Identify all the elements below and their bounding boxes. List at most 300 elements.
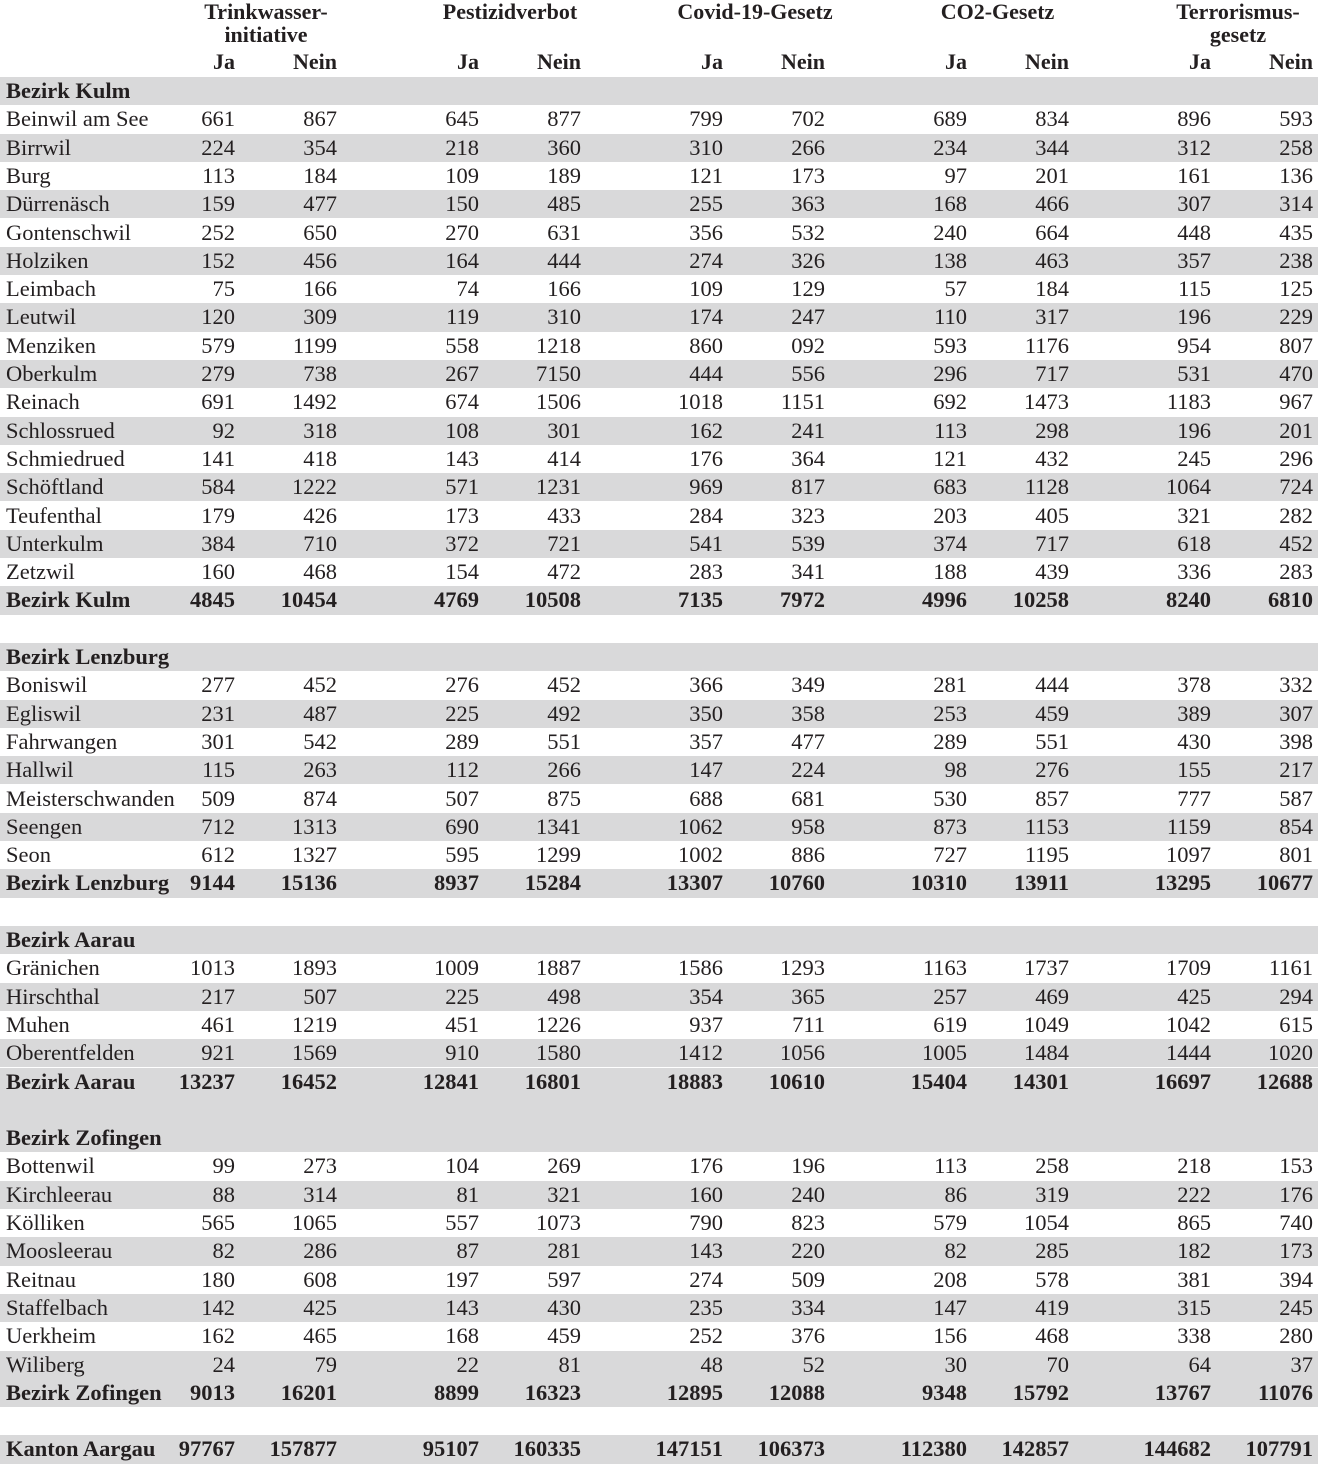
value-cell: 378 bbox=[1177, 672, 1211, 698]
row-label: Beinwil am See bbox=[6, 106, 149, 132]
value-cell: 1176 bbox=[1024, 332, 1069, 358]
row-label: Moosleerau bbox=[6, 1238, 113, 1264]
table-row bbox=[0, 105, 1318, 133]
value-cell: 877 bbox=[547, 106, 581, 132]
value-cell: 115 bbox=[202, 757, 235, 783]
value-cell: 1161 bbox=[1268, 955, 1313, 981]
value-cell: 283 bbox=[689, 559, 723, 585]
value-cell: 1569 bbox=[292, 1040, 337, 1066]
value-cell: 120 bbox=[201, 304, 235, 330]
value-cell: 344 bbox=[1035, 134, 1069, 160]
value-cell: 283 bbox=[1279, 559, 1313, 585]
value-cell: 10508 bbox=[524, 587, 581, 613]
value-cell: 338 bbox=[1177, 1323, 1211, 1349]
row-label: Muhen bbox=[6, 1011, 70, 1037]
column-title-terrorismusgesetz bbox=[1158, 0, 1318, 46]
value-cell: 13911 bbox=[1013, 870, 1069, 896]
value-cell: 81 bbox=[558, 1351, 581, 1377]
table-row bbox=[0, 134, 1318, 162]
value-cell: 277 bbox=[201, 672, 235, 698]
value-cell: 110 bbox=[934, 304, 967, 330]
value-cell: 15284 bbox=[524, 870, 581, 896]
column-title-covid19-gesetz: Covid-19-Gesetz bbox=[677, 0, 833, 24]
table-row bbox=[0, 954, 1318, 982]
table-row bbox=[0, 983, 1318, 1011]
value-cell: 310 bbox=[689, 134, 723, 160]
row-label: Unterkulm bbox=[6, 530, 104, 556]
value-cell: 142 bbox=[201, 1294, 235, 1320]
value-cell: 142857 bbox=[1001, 1436, 1069, 1462]
value-cell: 196 bbox=[791, 1153, 825, 1179]
row-label: Staffelbach bbox=[6, 1294, 109, 1320]
value-cell: 143 bbox=[689, 1238, 723, 1264]
value-cell: 143 bbox=[445, 445, 479, 471]
value-cell: 280 bbox=[1279, 1323, 1313, 1349]
value-cell: 154 bbox=[445, 559, 479, 585]
table-row bbox=[0, 502, 1318, 530]
value-cell: 372 bbox=[445, 530, 479, 556]
value-cell: 721 bbox=[547, 530, 581, 556]
value-cell: 4996 bbox=[922, 587, 967, 613]
value-cell: 143 bbox=[445, 1294, 479, 1320]
value-cell: 218 bbox=[1177, 1153, 1211, 1179]
table-row bbox=[0, 247, 1318, 275]
row-label: Bezirk Kulm bbox=[6, 587, 131, 613]
value-cell: 240 bbox=[791, 1181, 825, 1207]
value-cell: 1097 bbox=[1166, 842, 1211, 868]
value-cell: 270 bbox=[445, 219, 479, 245]
value-cell: 414 bbox=[547, 445, 581, 471]
value-cell: 645 bbox=[445, 106, 479, 132]
value-cell: 790 bbox=[689, 1210, 723, 1235]
value-cell: 164 bbox=[445, 247, 479, 273]
row-label: Schöftland bbox=[6, 474, 104, 500]
value-cell: 356 bbox=[689, 219, 723, 245]
value-cell: 13295 bbox=[1154, 870, 1211, 896]
row-label: Menziken bbox=[6, 332, 96, 358]
value-cell: 224 bbox=[791, 757, 825, 783]
district-total-row bbox=[0, 1379, 1318, 1407]
value-cell: 692 bbox=[933, 389, 967, 415]
value-cell: 1231 bbox=[536, 474, 581, 500]
value-cell: 691 bbox=[201, 389, 235, 415]
value-cell: 1222 bbox=[292, 474, 337, 500]
value-cell: 571 bbox=[445, 474, 479, 500]
value-cell: 807 bbox=[1279, 332, 1313, 358]
subheader-ja: Ja bbox=[945, 49, 967, 74]
value-cell: 16323 bbox=[524, 1379, 581, 1405]
value-cell: 153 bbox=[1279, 1153, 1313, 1179]
value-cell: 1153 bbox=[1024, 813, 1069, 839]
value-cell: 255 bbox=[689, 191, 723, 217]
value-cell: 7972 bbox=[780, 587, 825, 613]
value-cell: 99 bbox=[212, 1153, 235, 1179]
value-cell: 681 bbox=[791, 785, 825, 811]
value-cell: 1064 bbox=[1166, 474, 1211, 500]
column-title-line: Terrorismus- bbox=[1176, 0, 1300, 24]
value-cell: 231 bbox=[201, 700, 235, 726]
table-row bbox=[0, 219, 1318, 247]
table-row bbox=[0, 445, 1318, 473]
value-cell: 509 bbox=[201, 785, 235, 811]
value-cell: 451 bbox=[445, 1011, 479, 1037]
value-cell: 092 bbox=[791, 332, 825, 358]
value-cell: 319 bbox=[1035, 1181, 1069, 1207]
value-cell: 298 bbox=[1035, 417, 1069, 443]
value-cell: 688 bbox=[689, 785, 723, 811]
value-cell: 179 bbox=[201, 502, 235, 528]
table-row bbox=[0, 360, 1318, 388]
value-cell: 37 bbox=[1290, 1351, 1313, 1377]
value-cell: 1195 bbox=[1024, 842, 1069, 868]
value-cell: 349 bbox=[791, 672, 825, 698]
row-label: Zetzwil bbox=[6, 559, 75, 585]
value-cell: 4845 bbox=[190, 587, 235, 613]
table-row bbox=[0, 388, 1318, 416]
value-cell: 777 bbox=[1177, 785, 1211, 811]
value-cell: 48 bbox=[700, 1351, 723, 1377]
value-cell: 618 bbox=[1177, 530, 1211, 556]
value-cell: 374 bbox=[933, 530, 967, 556]
value-cell: 661 bbox=[201, 106, 235, 132]
value-cell: 578 bbox=[1035, 1266, 1069, 1292]
value-cell: 326 bbox=[791, 247, 825, 273]
value-cell: 312 bbox=[1177, 134, 1211, 160]
value-cell: 225 bbox=[445, 983, 479, 1009]
value-cell: 967 bbox=[1279, 389, 1313, 415]
value-cell: 52 bbox=[802, 1351, 825, 1377]
value-cell: 711 bbox=[792, 1011, 825, 1037]
value-cell: 12895 bbox=[666, 1379, 723, 1405]
subheader-ja: Ja bbox=[701, 49, 723, 74]
column-title-trinkwasserinitiative bbox=[186, 0, 346, 46]
value-cell: 350 bbox=[689, 700, 723, 726]
value-cell: 531 bbox=[1177, 361, 1211, 386]
table-row bbox=[0, 1039, 1318, 1067]
value-cell: 1484 bbox=[1024, 1040, 1069, 1066]
value-cell: 717 bbox=[1035, 530, 1069, 556]
row-label: Uerkheim bbox=[6, 1323, 96, 1349]
value-cell: 875 bbox=[547, 785, 581, 811]
table-row bbox=[0, 332, 1318, 360]
table-row bbox=[0, 275, 1318, 303]
district-total-row bbox=[0, 869, 1318, 897]
value-cell: 1042 bbox=[1166, 1011, 1211, 1037]
value-cell: 112380 bbox=[900, 1436, 967, 1462]
row-label: Schmiedrued bbox=[6, 445, 125, 471]
value-cell: 357 bbox=[689, 728, 723, 754]
value-cell: 168 bbox=[933, 191, 967, 217]
value-cell: 6810 bbox=[1268, 587, 1313, 613]
value-cell: 141 bbox=[201, 445, 235, 471]
value-cell: 1219 bbox=[292, 1011, 337, 1037]
value-cell: 463 bbox=[1035, 247, 1069, 273]
value-cell: 435 bbox=[1279, 219, 1313, 245]
value-cell: 173 bbox=[791, 162, 825, 188]
value-cell: 156 bbox=[933, 1323, 967, 1349]
section-heading bbox=[0, 926, 1318, 954]
row-label: Seon bbox=[6, 842, 51, 868]
table-row bbox=[0, 473, 1318, 501]
row-label: Bezirk Lenzburg bbox=[6, 870, 170, 896]
row-label: Teufenthal bbox=[6, 502, 102, 528]
value-cell: 664 bbox=[1035, 219, 1069, 245]
value-cell: 507 bbox=[303, 983, 337, 1009]
value-cell: 593 bbox=[1279, 106, 1313, 132]
value-cell: 10760 bbox=[768, 870, 825, 896]
value-cell: 542 bbox=[303, 728, 337, 754]
value-cell: 366 bbox=[689, 672, 723, 698]
value-cell: 1299 bbox=[536, 842, 581, 868]
value-cell: 285 bbox=[1035, 1238, 1069, 1264]
value-cell: 579 bbox=[201, 332, 235, 358]
value-cell: 8899 bbox=[434, 1379, 479, 1405]
value-cell: 532 bbox=[791, 219, 825, 245]
value-cell: 823 bbox=[791, 1210, 825, 1235]
value-cell: 82 bbox=[944, 1238, 967, 1264]
value-cell: 817 bbox=[791, 474, 825, 500]
subheader-ja: Ja bbox=[457, 49, 479, 74]
table-row bbox=[0, 1294, 1318, 1322]
value-cell: 310 bbox=[547, 304, 581, 330]
value-cell: 276 bbox=[445, 672, 479, 698]
value-cell: 498 bbox=[547, 983, 581, 1009]
value-cell: 294 bbox=[1279, 983, 1313, 1009]
value-cell: 317 bbox=[1035, 304, 1069, 330]
spacer-row bbox=[0, 1407, 1318, 1435]
value-cell: 109 bbox=[689, 276, 723, 302]
value-cell: 79 bbox=[314, 1351, 337, 1377]
value-cell: 354 bbox=[303, 134, 337, 160]
value-cell: 208 bbox=[933, 1266, 967, 1292]
value-cell: 201 bbox=[1279, 417, 1313, 443]
value-cell: 150 bbox=[445, 191, 479, 217]
value-cell: 444 bbox=[547, 247, 581, 273]
value-cell: 97767 bbox=[178, 1436, 235, 1462]
value-cell: 477 bbox=[791, 728, 825, 754]
value-cell: 24 bbox=[212, 1351, 235, 1377]
value-cell: 801 bbox=[1279, 842, 1313, 868]
table-row bbox=[0, 700, 1318, 728]
value-cell: 301 bbox=[201, 728, 235, 754]
value-cell: 18883 bbox=[666, 1068, 723, 1094]
value-cell: 144682 bbox=[1143, 1436, 1211, 1462]
value-cell: 452 bbox=[303, 672, 337, 698]
value-cell: 318 bbox=[303, 417, 337, 443]
value-cell: 357 bbox=[1177, 247, 1211, 273]
row-label: Bottenwil bbox=[6, 1153, 95, 1179]
row-label: Schlossrued bbox=[6, 417, 115, 443]
value-cell: 867 bbox=[303, 106, 337, 132]
value-cell: 1199 bbox=[292, 332, 337, 358]
value-cell: 296 bbox=[933, 361, 967, 386]
spacer-row bbox=[0, 898, 1318, 926]
value-cell: 1151 bbox=[780, 389, 825, 415]
value-cell: 161 bbox=[1177, 162, 1211, 188]
value-cell: 683 bbox=[933, 474, 967, 500]
value-cell: 258 bbox=[1035, 1153, 1069, 1179]
value-cell: 235 bbox=[689, 1294, 723, 1320]
value-cell: 253 bbox=[933, 700, 967, 726]
row-label: Gränichen bbox=[6, 955, 100, 981]
value-cell: 180 bbox=[201, 1266, 235, 1292]
value-cell: 201 bbox=[1035, 162, 1069, 188]
value-cell: 112 bbox=[446, 757, 479, 783]
value-cell: 196 bbox=[1177, 417, 1211, 443]
value-cell: 1887 bbox=[536, 955, 581, 981]
row-label: Bezirk Kulm bbox=[6, 78, 131, 103]
value-cell: 245 bbox=[1279, 1294, 1313, 1320]
value-cell: 136 bbox=[1279, 162, 1313, 188]
value-cell: 30 bbox=[944, 1351, 967, 1377]
value-cell: 595 bbox=[445, 842, 479, 868]
value-cell: 472 bbox=[547, 559, 581, 585]
row-label: Bezirk Lenzburg bbox=[6, 644, 170, 669]
value-cell: 166 bbox=[547, 276, 581, 302]
value-cell: 222 bbox=[1177, 1181, 1211, 1207]
value-cell: 98 bbox=[944, 757, 967, 783]
value-cell: 921 bbox=[201, 1040, 235, 1066]
value-cell: 109 bbox=[445, 162, 479, 188]
value-cell: 276 bbox=[1035, 757, 1069, 783]
value-cell: 1128 bbox=[1024, 474, 1069, 500]
value-cell: 176 bbox=[1279, 1181, 1313, 1207]
value-cell: 690 bbox=[445, 813, 479, 839]
value-cell: 252 bbox=[689, 1323, 723, 1349]
value-cell: 189 bbox=[547, 162, 581, 188]
value-cell: 273 bbox=[303, 1153, 337, 1179]
value-cell: 860 bbox=[689, 332, 723, 358]
value-cell: 197 bbox=[445, 1266, 479, 1292]
value-cell: 173 bbox=[445, 502, 479, 528]
value-cell: 115 bbox=[1178, 276, 1211, 302]
row-label: Kirchleerau bbox=[6, 1181, 113, 1207]
value-cell: 593 bbox=[933, 332, 967, 358]
row-label: Dürrenäsch bbox=[6, 191, 110, 217]
value-cell: 217 bbox=[1279, 757, 1313, 783]
value-cell: 712 bbox=[201, 813, 235, 839]
value-cell: 459 bbox=[1035, 700, 1069, 726]
value-cell: 281 bbox=[933, 672, 967, 698]
value-cell: 615 bbox=[1279, 1011, 1313, 1037]
value-cell: 9144 bbox=[190, 870, 235, 896]
table-row bbox=[0, 728, 1318, 756]
value-cell: 10258 bbox=[1012, 587, 1069, 613]
value-cell: 168 bbox=[445, 1323, 479, 1349]
value-cell: 184 bbox=[1035, 276, 1069, 302]
value-cell: 286 bbox=[303, 1238, 337, 1264]
value-cell: 727 bbox=[933, 842, 967, 868]
value-cell: 174 bbox=[689, 304, 723, 330]
row-label: Reitnau bbox=[6, 1266, 76, 1292]
value-cell: 203 bbox=[933, 502, 967, 528]
value-cell: 1492 bbox=[292, 389, 337, 415]
value-cell: 650 bbox=[303, 219, 337, 245]
value-cell: 426 bbox=[303, 502, 337, 528]
value-cell: 92 bbox=[212, 417, 235, 443]
row-label: Egliswil bbox=[6, 700, 82, 726]
row-label: Wiliberg bbox=[6, 1351, 85, 1377]
value-cell: 282 bbox=[1279, 502, 1313, 528]
value-cell: 631 bbox=[547, 219, 581, 245]
value-cell: 247 bbox=[791, 304, 825, 330]
value-cell: 107791 bbox=[1245, 1436, 1313, 1462]
value-cell: 267 bbox=[445, 361, 479, 386]
value-cell: 257 bbox=[933, 983, 967, 1009]
table-row bbox=[0, 162, 1318, 190]
value-cell: 82 bbox=[212, 1238, 235, 1264]
section-heading bbox=[0, 77, 1318, 105]
value-cell: 1709 bbox=[1166, 955, 1211, 981]
value-cell: 1313 bbox=[292, 813, 337, 839]
value-cell: 196 bbox=[1177, 304, 1211, 330]
value-cell: 86 bbox=[944, 1181, 967, 1207]
value-cell: 16801 bbox=[524, 1068, 581, 1094]
table-row bbox=[0, 671, 1318, 699]
value-cell: 1893 bbox=[292, 955, 337, 981]
district-total-row bbox=[0, 1068, 1318, 1096]
value-cell: 354 bbox=[689, 983, 723, 1009]
value-cell: 16452 bbox=[280, 1068, 337, 1094]
table-row bbox=[0, 190, 1318, 218]
row-label: Kölliken bbox=[6, 1210, 85, 1235]
value-cell: 619 bbox=[933, 1011, 967, 1037]
value-cell: 539 bbox=[791, 530, 825, 556]
value-cell: 162 bbox=[689, 417, 723, 443]
value-cell: 314 bbox=[1279, 191, 1313, 217]
value-cell: 1586 bbox=[678, 955, 723, 981]
value-cell: 1218 bbox=[536, 332, 581, 358]
value-cell: 121 bbox=[689, 162, 723, 188]
row-label: Seengen bbox=[6, 813, 83, 839]
column-title-line: gesetz bbox=[1209, 22, 1267, 47]
section-heading bbox=[0, 643, 1318, 671]
subheader-nein: Nein bbox=[293, 49, 337, 74]
value-cell: 234 bbox=[933, 134, 967, 160]
value-cell: 1163 bbox=[922, 955, 967, 981]
value-cell: 281 bbox=[547, 1238, 581, 1264]
value-cell: 229 bbox=[1279, 304, 1313, 330]
table-row bbox=[0, 841, 1318, 869]
value-cell: 15136 bbox=[280, 870, 337, 896]
value-cell: 398 bbox=[1279, 728, 1313, 754]
value-cell: 336 bbox=[1177, 559, 1211, 585]
value-cell: 874 bbox=[303, 785, 337, 811]
value-cell: 384 bbox=[201, 530, 235, 556]
value-cell: 1054 bbox=[1024, 1210, 1069, 1235]
value-cell: 1009 bbox=[434, 955, 479, 981]
table-row bbox=[0, 1266, 1318, 1294]
value-cell: 468 bbox=[303, 559, 337, 585]
value-cell: 57 bbox=[944, 276, 967, 302]
table-row bbox=[0, 785, 1318, 813]
value-cell: 430 bbox=[547, 1294, 581, 1320]
value-cell: 113 bbox=[934, 1153, 967, 1179]
value-cell: 12688 bbox=[1256, 1068, 1313, 1094]
value-cell: 958 bbox=[791, 813, 825, 839]
table-row bbox=[0, 1181, 1318, 1209]
value-cell: 1056 bbox=[780, 1040, 825, 1066]
value-cell: 674 bbox=[445, 389, 479, 415]
table-row bbox=[0, 1351, 1318, 1379]
value-cell: 224 bbox=[201, 134, 235, 160]
value-cell: 12088 bbox=[768, 1379, 825, 1405]
value-cell: 558 bbox=[445, 332, 479, 358]
value-cell: 218 bbox=[445, 134, 479, 160]
value-cell: 394 bbox=[1279, 1266, 1313, 1292]
column-title-pestizidverbot: Pestizidverbot bbox=[442, 0, 578, 24]
value-cell: 376 bbox=[791, 1323, 825, 1349]
